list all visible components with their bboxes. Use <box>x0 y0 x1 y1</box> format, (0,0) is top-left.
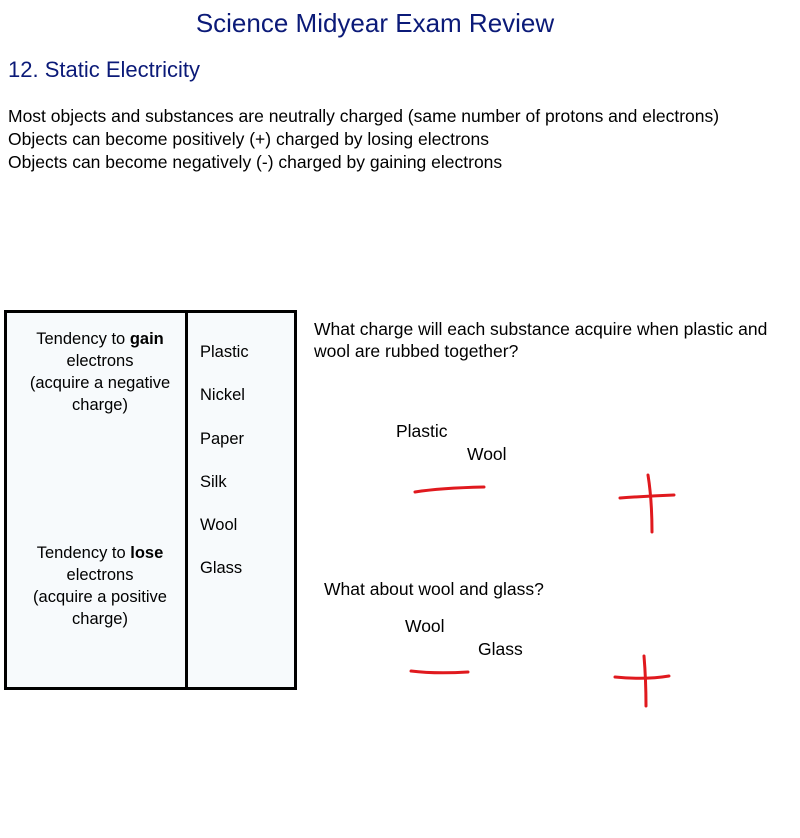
fact-positive: Objects can become positively (+) charged by losing electrons <box>8 129 490 149</box>
lose-electrons-label: Tendency to lose electrons (acquire a positive charge) <box>33 544 167 628</box>
substance-wool: Wool <box>200 516 238 534</box>
gain-electrons-label: Tendency to gain electrons (acquire a negative charge) <box>29 330 171 414</box>
question-plastic-wool: What charge will each substance acquire when plastic and wool are rubbed together? <box>314 319 768 361</box>
q1-positive-sign-mark <box>612 470 682 540</box>
q2-negative-sign-mark <box>405 660 480 682</box>
q2-label-glass: Glass <box>478 639 523 659</box>
substance-glass: Glass <box>200 559 243 577</box>
substance-nickel: Nickel <box>200 386 245 404</box>
question-wool-glass: What about wool and glass? <box>324 579 544 599</box>
fact-neutral: Most objects and substances are neutrally charged (same number of protons and electrons) <box>8 106 720 126</box>
substance-paper: Paper <box>200 430 245 448</box>
q2-positive-sign-mark <box>605 650 680 715</box>
q1-label-plastic: Plastic <box>396 421 448 441</box>
q1-label-wool: Wool <box>467 444 507 464</box>
substance-silk: Silk <box>200 473 227 491</box>
section-heading: 12. Static Electricity <box>8 57 200 82</box>
substance-plastic: Plastic <box>200 343 249 361</box>
page-title: Science Midyear Exam Review <box>195 8 555 38</box>
q1-negative-sign-mark <box>410 480 490 500</box>
fact-negative: Objects can become negatively (-) charged by gaining electrons <box>8 152 503 172</box>
q2-label-wool: Wool <box>405 616 445 636</box>
